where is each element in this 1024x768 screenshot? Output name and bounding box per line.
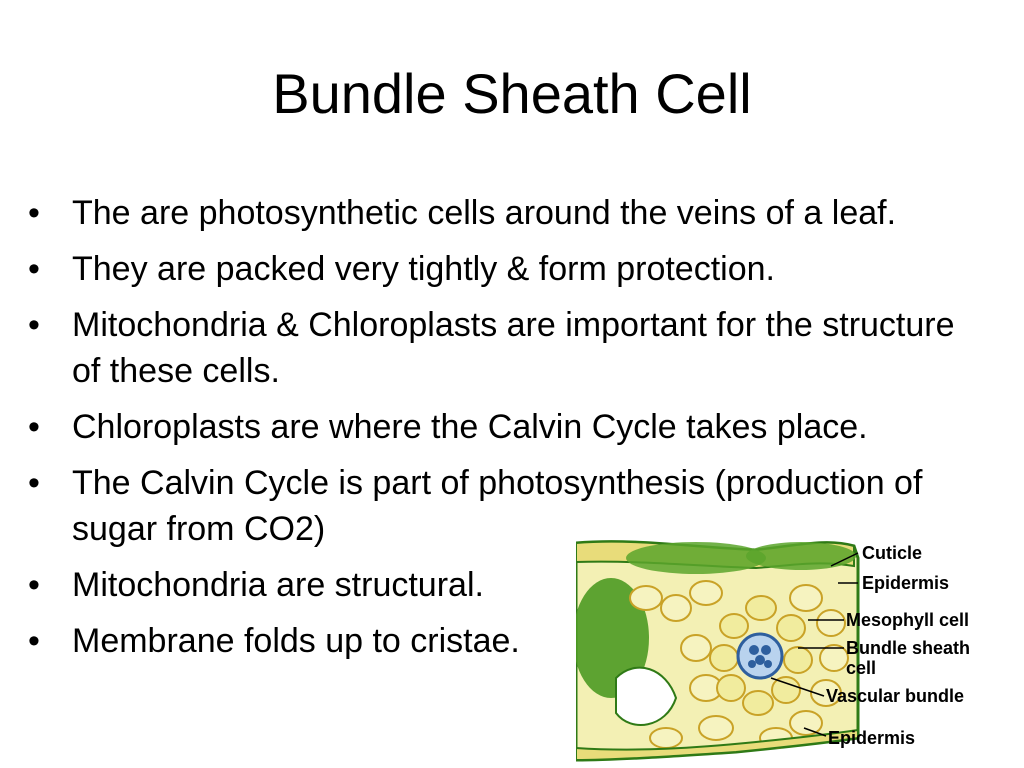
bullet-dot: • (28, 566, 40, 604)
bullet-item (28, 404, 978, 450)
bullet-text: Mitochondria are structural. (72, 566, 484, 604)
bullet-text: The are photosynthetic cells around the veins of a leaf. (72, 194, 897, 232)
bullet-text: Mitochondria & Chloroplasts are important for the structure of these cells. (72, 306, 955, 390)
bullet-text: They are packed very tightly & form protection. (72, 250, 775, 288)
leaf-green-region (626, 542, 766, 574)
bullet-item (28, 302, 978, 394)
bullet-dot: • (28, 464, 40, 502)
label-bundle-sheath-cell: cell (846, 658, 877, 678)
bullet-text: Membrane folds up to cristae. (72, 622, 520, 660)
label-vascular-bundle: Vascular bundle (826, 686, 965, 706)
bullet-dot: • (28, 250, 40, 288)
label-cuticle: Cuticle (862, 543, 923, 563)
leaf-green-region (746, 542, 856, 570)
bullet-dot: • (28, 306, 40, 344)
label-bundle-sheath: Bundle sheath (846, 638, 971, 658)
leaf-cross-section-figure (576, 538, 1024, 768)
bullet-item (28, 246, 978, 292)
bullet-text: The Calvin Cycle is part of photosynthesis (production of sugar from CO2) (72, 464, 923, 548)
bullet-dot: • (28, 622, 40, 660)
bullet-text: Chloroplasts are where the Calvin Cycle takes place. (72, 408, 868, 446)
bullet-dot: • (28, 408, 40, 446)
bullet-item (28, 190, 978, 236)
label-epidermis-top: Epidermis (862, 573, 950, 593)
label-epidermis-bottom: Epidermis (828, 728, 916, 748)
label-mesophyll-cell: Mesophyll cell (846, 610, 970, 630)
slide-title: Bundle Sheath Cell (272, 62, 752, 125)
bullet-dot: • (28, 194, 40, 232)
